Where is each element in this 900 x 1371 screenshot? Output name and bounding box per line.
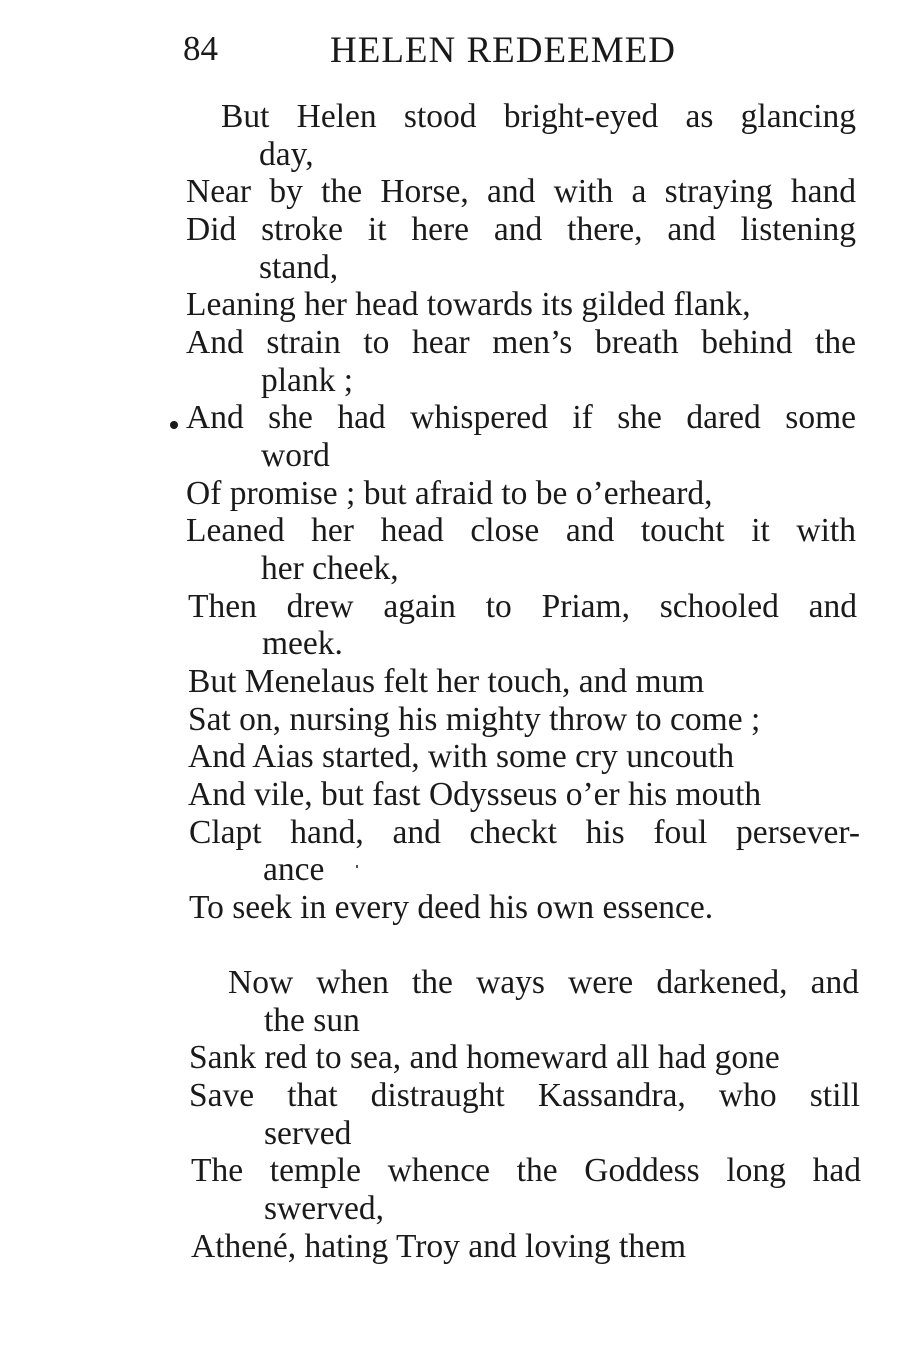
verse-line: Sank red to sea, and homeward all had gone (189, 1039, 780, 1076)
verse-line-continuation: ance (263, 851, 325, 888)
verse-line: And strain to hear men’s breath behind the (186, 324, 856, 361)
verse-line-continuation: day, (259, 136, 314, 173)
verse-line: Of promise ; but afraid to be o’erheard, (186, 475, 713, 512)
verse-line: To seek in every deed his own essence. (189, 889, 714, 926)
verse-line-continuation: served (264, 1115, 352, 1152)
verse-line: Athené, hating Troy and loving them (191, 1228, 687, 1265)
running-header (0, 24, 900, 74)
verse-line-continuation: swerved, (264, 1190, 384, 1227)
verse-line: Leaned her head close and toucht it with (186, 512, 856, 549)
verse-line: Leaning her head towards its gilded flank, (186, 286, 751, 323)
verse-line: Clapt hand, and checkt his foul persever- (189, 814, 860, 851)
verse-line: But Menelaus felt her touch, and mum (188, 663, 705, 700)
verse-line: Sat on, nursing his mighty throw to come ; (188, 701, 761, 738)
verse-line: And Aias started, with some cry uncouth (188, 738, 735, 775)
page-number: 84 (183, 29, 218, 68)
verse-line-continuation: her cheek, (261, 550, 399, 587)
margin-dot (170, 421, 178, 429)
verse-line-continuation: plank ; (261, 362, 354, 399)
verse-line: The temple whence the Goddess long had (191, 1152, 861, 1189)
verse-line: And she had whispered if she dared some (186, 399, 856, 436)
verse-line-continuation: stand, (259, 249, 339, 286)
verse-line-continuation: the sun (264, 1002, 360, 1039)
verse-line: And vile, but fast Odysseus o’er his mouth (188, 776, 762, 813)
verse-line-continuation: meek. (262, 625, 343, 662)
verse-line: Then drew again to Priam, schooled and (188, 588, 857, 625)
print-speck (356, 865, 358, 868)
running-title: HELEN REDEEMED (330, 30, 676, 71)
verse-line: Near by the Horse, and with a straying hand (186, 173, 856, 210)
verse-line: But Helen stood bright-eyed as glancing (221, 98, 856, 135)
verse-line: Did stroke it here and there, and listening (186, 211, 856, 248)
verse-line: Now when the ways were darkened, and (228, 964, 859, 1001)
verse-line-continuation: word (261, 437, 330, 474)
verse-line: Save that distraught Kassandra, who still (189, 1077, 860, 1114)
